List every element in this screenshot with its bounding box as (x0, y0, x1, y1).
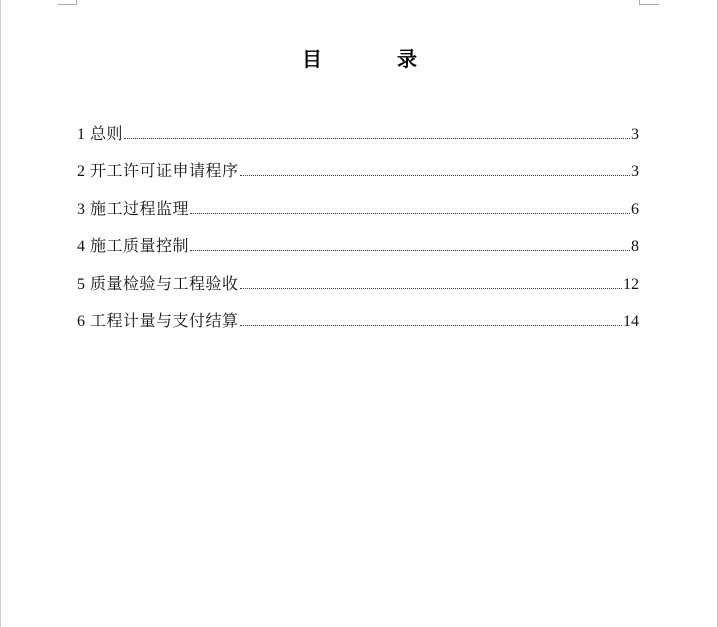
toc-dot-leader (124, 137, 630, 139)
toc-entry-page-number: 3 (631, 126, 639, 143)
toc-entry[interactable] (77, 313, 639, 331)
toc-entry-page-number: 8 (631, 238, 639, 256)
toc-dot-leader (240, 324, 622, 326)
toc-title-first-char: 目 (302, 49, 322, 71)
toc-entry-label: 6 工程计量与支付结算 (77, 312, 239, 330)
toc-entry-page-number: 14 (623, 312, 639, 330)
toc-entry-label: 5 质量检验与工程验收 (77, 275, 239, 293)
table-of-contents (77, 126, 639, 350)
toc-entry-label: 4 施工质量控制 (77, 238, 190, 256)
toc-entry-label: 2 开工许可证申请程序 (77, 163, 239, 181)
toc-title-second-char: 录 (397, 49, 417, 71)
toc-dot-leader (240, 174, 630, 176)
toc-entry-page-number: 3 (631, 163, 639, 181)
toc-entry[interactable] (77, 238, 639, 256)
crop-mark-top-right (639, 0, 659, 5)
toc-dot-leader (190, 212, 630, 214)
toc-entry-page-number: 12 (623, 275, 639, 293)
toc-entry[interactable] (77, 276, 639, 294)
toc-entry-page-number: 6 (631, 200, 639, 218)
crop-mark-top-left (58, 0, 77, 5)
toc-entry-label: 3 施工过程监理 (77, 200, 190, 218)
toc-entry[interactable] (77, 126, 639, 144)
toc-entry[interactable] (77, 201, 639, 219)
toc-entry-label: 1 总则 (77, 126, 124, 143)
toc-dot-leader (190, 249, 630, 251)
toc-dot-leader (240, 287, 622, 289)
toc-entry[interactable] (77, 163, 639, 181)
